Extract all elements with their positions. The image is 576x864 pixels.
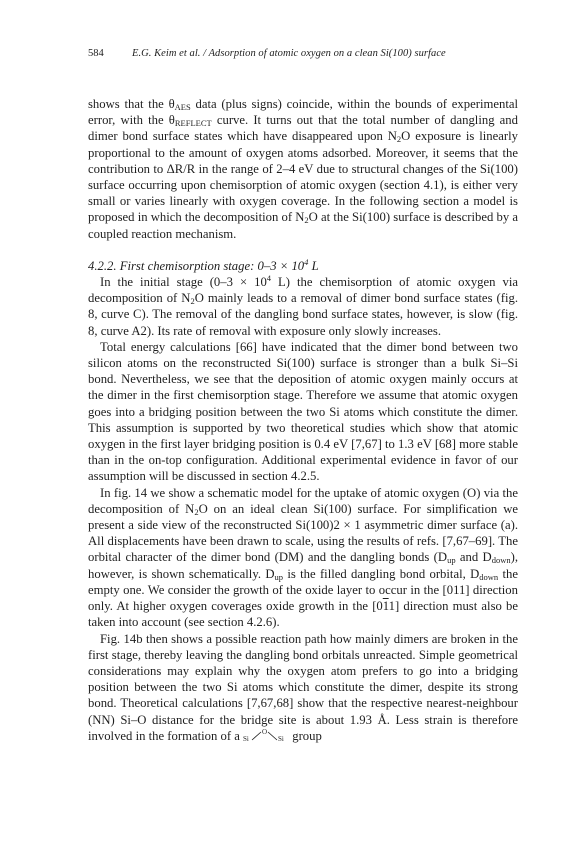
page [88, 48, 519, 743]
svg-text:Si: Si [243, 734, 249, 742]
paragraph-2: In the initial stage ($0-3 \times 10^4$ L) the chemisorption of atomic oxygen via decomposition of $N_2O$ mainly leads to a removal of dimer bond surface states (fig. 8, curve C). The removal of the dangling bond surface states, however, is slow (fig. 8, curve A2). Its rate of removal with exposure only slowly increases. [88, 273, 518, 338]
svg-text:Si: Si [278, 734, 284, 742]
paragraph-1: shows that the $\theta_{AES}$ data (plus signs) coincide, within the bounds of experimental error, with the $\theta_{REFLECT}$ curve. It turns out that the total number of dangling and dimer bond surface states which have disappeared upon $N_2O$ exposure is linearly proportional to the amount of oxygen atoms adsorbed. Moreover, it seems that the contribution to ΔR/R in the range of 2–4 eV due to structural changes of the Si(100) surface occurring upon chemisorption of atomic oxygen (section 4.1), is either very small or varies linearly with oxygen coverage. In the following section a model is proposed in which the decomposition of $N_2O$ at the Si(100) surface is described by a coupled reaction mechanism. [88, 97, 519, 241]
paragraph-4: In fig. 14 we show a schematic model for the uptake of atomic oxygen (O) via the decomposition of $N_2O$ on an ideal clean Si(100) surface. For simplification we present a side view of the reconstructed Si(100)2 × 1 asymmetric dimer surface (a). All displacements have been drawn to scale, using the results of refs. [7,67–69]. The orbital character of the dimer bond (DM) and the dangling bonds ($D_{up}$ and $D_{down}$), however, is shown schematically. $D_{up}$ is the filled dangling bond orbital, $D_{down}$ the empty one. We consider the growth of the oxide layer to occur in the [011] direction only. At higher oxygen coverages oxide growth in the [011] direction must also be taken into account (see section 4.2.6). [88, 485, 518, 630]
svg-text:O: O [262, 727, 268, 736]
section-heading: 4.2.2. First chemisorption stage: $0-3 \times 10^4$ L [88, 256, 319, 273]
running-title: E.G. Keim et al. / Adsorption of atomic oxygen on a clean Si(100) surface [132, 48, 446, 59]
paragraph-3: Total energy calculations [66] have indicated that the dimer bond between two silicon atoms on the reconstructed Si(100) surface is stronger than a bulk Si–Si bond. Nevertheless, we see that the deposition of atomic oxygen mainly occurs at the dimer in the first chemisorption stage. Therefore we assume that atomic oxygen goes into a bridging position between the two Si atoms which constitute the dimer. This assumption is supported by two theoretical studies which show that atomic oxygen in the first layer bridging position is 0.4 eV [7,67] to 1.3 eV [68] more stable than in the on-top configuration. Additional experimental evidence in favor of our assumption will be discussed in section 4.2.5. [88, 339, 518, 484]
running-header [88, 48, 518, 64]
article-body [88, 96, 518, 744]
si-o-si-bridge-formula [243, 728, 289, 742]
paragraph-5: Fig. 14b then shows a possible reaction path how mainly dimers are broken in the first stage, thereby leaving the dangling bond orbitals unreacted. Simple geometrical considerations may explain why the oxygen atom prefers to go into a bridging position between the two Si atoms which constitute the dimer, despite its strong bond. Theoretical calculations [7,67,68] show that the respective nearest-neighbour (NN) Si–O distance for the bridge site is about 1.93 Å. Less strain is therefore involved in the formation of a Si O Si group [88, 631, 518, 743]
page-number: 584 [88, 48, 104, 59]
